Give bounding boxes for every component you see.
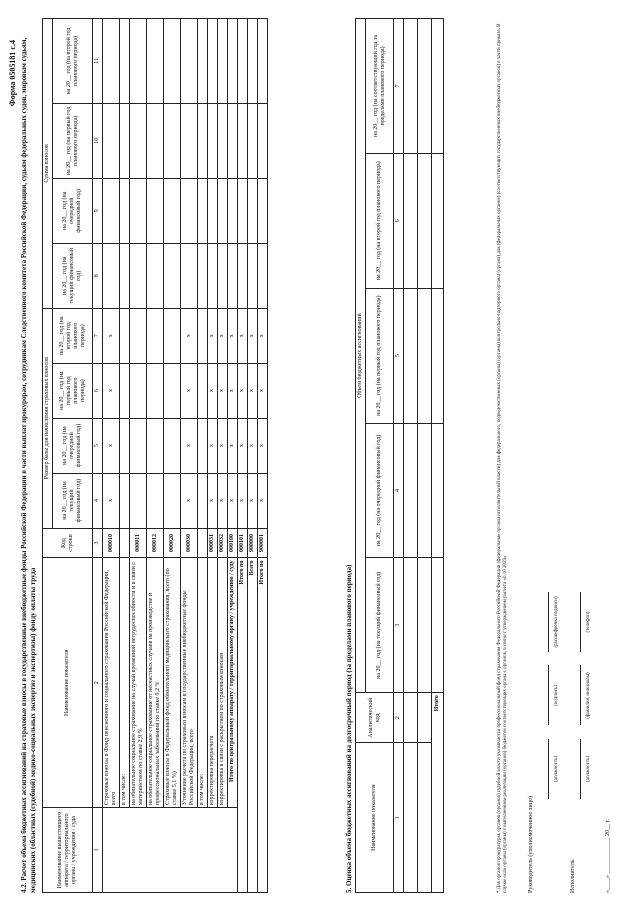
row-name: на обязательное социальное страхование на случай временной нетрудоспособности и в связи с материнством по ставке 2,9 % [130,558,147,808]
head-signature-captions [553,586,559,805]
cell-s3[interactable] [120,103,130,178]
cell-b3: x [258,363,268,418]
col-num: 3 [93,528,103,558]
contributions-table [42,18,268,893]
total-row [258,19,268,893]
cell-b4 [120,308,130,363]
row-code: 000020 [164,528,181,558]
t2-cell[interactable] [404,743,418,893]
cell-b1: x [181,473,198,528]
col-num: 2 [394,693,404,743]
total-label: Итого по [238,558,248,893]
col-num: 7 [93,308,103,363]
cell-s3[interactable] [208,103,218,178]
cap-signature: (подпись) [554,685,559,706]
cell-s3[interactable] [228,103,238,178]
row-name: Уточнение расчета по страховым взносам в государственные внебюджетные фонды Российской Федерации, всего [181,558,198,808]
cell-b2: x [218,418,228,473]
cell-s3[interactable] [181,103,198,178]
longterm-table [355,18,444,893]
executor-captions [585,586,591,805]
cell-s4[interactable] [147,19,164,104]
t2-cell[interactable] [404,558,418,693]
cell-s4[interactable] [120,19,130,104]
cell-s4[interactable] [228,19,238,104]
cell-s2[interactable] [258,178,268,243]
cell-s1[interactable] [238,243,248,308]
t2-cell[interactable] [432,558,444,693]
cell-b4: x [181,308,198,363]
row-name: Страховые взносы в Федеральный фонд обязательного медицинского страхования, всего (по ставке 5,1 %) [164,558,181,808]
cell-s3[interactable] [147,103,164,178]
col-num: 3 [394,558,404,693]
position-line[interactable] [548,739,549,799]
head-signature-lines [545,586,551,805]
total-label: Всего [248,558,258,893]
cell-s3[interactable] [130,103,147,178]
head-label: Руководитель (уполномоченное лицо) [528,796,534,893]
column-numbers-row [93,19,103,893]
cap-position: (должность) [586,755,591,783]
cell-b4[interactable] [147,308,164,363]
col-num: 5 [93,418,103,473]
cell-s4[interactable] [164,19,181,104]
cell-b3: x [208,363,218,418]
row-name: Итого по центральному аппарату / территориальному органу / учреждению / суду [228,558,238,808]
total-label: Итого по [258,558,268,893]
row-name: в том числе: [198,558,208,808]
cell-b1: x [103,473,120,528]
row-code [198,528,208,558]
t2-head-c1: Наименование показателя [356,743,394,893]
cell-b4: x [248,308,258,363]
cell-s2[interactable] [208,178,218,243]
t2-cell[interactable] [418,558,432,693]
cell-s2[interactable] [228,178,238,243]
col-num: 1 [93,808,103,893]
head-sum-group: Сумма взносов [43,19,53,309]
cell-s4[interactable] [208,19,218,104]
col-num: 11 [93,19,103,104]
cell-s4[interactable] [130,19,147,104]
cell-s2[interactable] [238,178,248,243]
row-name: корректировка в связи с раскрытием по страховым взносам [218,558,228,808]
cell-s2[interactable] [248,178,258,243]
executor-lines [577,586,583,805]
t2-total-label: Итого [432,693,444,893]
t2-column-numbers-row [394,19,404,893]
head-s2: на 20__ год (на очередной финансовый год) [53,178,93,243]
cell-s3[interactable] [258,103,268,178]
cell-s4[interactable] [248,19,258,104]
head-col3: Код строки [43,528,93,558]
head-b4: на 20__ год (на второй год планового периода) [53,308,93,363]
cell-s2[interactable] [103,178,120,243]
total-row [238,19,248,893]
cell-b2: x [228,418,238,473]
cell-b1: x [208,473,218,528]
head-base-group: Размер базы для начисления страховых взносов [43,308,53,528]
cell-b2: x [103,418,120,473]
col-num: 4 [93,473,103,528]
t2-head-y4: на 20__ год (на второй год планового периода) [366,153,394,288]
t2-cell[interactable] [432,423,444,558]
t2-head-group: Объем бюджетных ассигнований [356,19,366,693]
cell-b1 [120,473,130,528]
col-num: 2 [93,558,103,808]
t2-cell[interactable] [418,153,432,288]
head-s1: на 20__ год (на текущий финансовый год) [53,243,93,308]
footnote: * Для органов прокуратуры, органов (органов) судебной власти указываются профессиональный фонд страхования Федерального Российской Федерации (федеральные органы исполнительной власти) для федерального, подведомственных (органы) (органы) контрольно-надзорного органа) (органа) для (федеральных органов) (соответствующих государственных внебюджетных органов) в части приказа. В случае если органы (органы) с выполнением реализации (органов) бюджетов соответствующих органа с органов, в связи с утверждением расчета «0,10 2029» [497,23,508,893]
col-num: 1 [394,743,404,893]
executor-label: Исполнитель [570,859,576,893]
cell-s4[interactable] [198,19,208,104]
cap-phone: (телефон) [586,611,591,633]
row-code: 000030 [181,528,198,558]
cell-b2: x [208,418,218,473]
cell-s1[interactable] [228,243,238,308]
section5-heading: 5. Оценка объема бюджетных ассигнований на долгосрочный период (за пределами планового периода) [345,564,353,893]
row-code: 000031 [208,528,218,558]
t2-cell[interactable] [418,423,432,558]
cell-b3[interactable] [147,363,164,418]
t2-cell[interactable] [404,288,418,423]
cell-b1: x [218,473,228,528]
cell-s1[interactable] [218,243,228,308]
t2-head-c2: Аналитический код [356,693,394,743]
table-row [228,19,238,893]
cell-b3: x [181,363,198,418]
table-row [218,19,228,893]
row-name: Страховые взносы в Фонд пенсионного и социального страхования Российской Федерации, всего [103,558,120,808]
cell-s4[interactable] [238,19,248,104]
cell-b2 [120,418,130,473]
row-code: 000032 [218,528,228,558]
cell-b3: x [103,363,120,418]
t2-head-y1: на 20__ год (на текущий финансовый год) [366,558,394,693]
col-num: 9 [93,178,103,243]
cell-b2[interactable] [164,418,181,473]
executor-phone-line[interactable] [580,592,581,652]
table-row [120,19,130,893]
t2-cell[interactable] [418,288,432,423]
table-row [198,19,208,893]
cell-b4: x [218,308,228,363]
executor-position-line[interactable] [580,739,581,799]
cell-b2: x [248,418,258,473]
cell-b4: x [103,308,120,363]
cell-s2[interactable] [181,178,198,243]
t2-cell[interactable] [432,288,444,423]
cell-b1[interactable] [130,473,147,528]
cell-s3[interactable] [103,103,120,178]
cell-b4: x [238,308,248,363]
cell-s1[interactable] [208,243,218,308]
form-code: Форма 0505181 с.4 [8,40,17,107]
cell-b2[interactable] [130,418,147,473]
cap-position: (должность) [554,755,559,783]
decoding-line[interactable] [548,592,549,652]
col-num: 6 [394,153,404,288]
cell-b2 [198,418,208,473]
t2-cell[interactable] [432,19,444,154]
t2-cell[interactable] [404,153,418,288]
cap-decoding: (расшифровка подписи) [554,596,559,648]
cell-s4[interactable] [103,19,120,104]
cell-b3[interactable] [164,363,181,418]
cell-b3: x [248,363,258,418]
cell-b3: x [218,363,228,418]
t2-cell[interactable] [404,19,418,154]
row-code: 900001 [258,528,268,558]
table-row [130,19,147,893]
row-code: 900000 [248,528,258,558]
table-row [164,19,181,893]
cell-b3: x [238,363,248,418]
cell-s1[interactable] [164,243,181,308]
cell-s3[interactable] [198,103,208,178]
t2-data-row [404,19,418,893]
cell-b1: x [228,473,238,528]
col-num: 5 [394,288,404,423]
table-row [181,19,198,893]
row-code: 000100 [228,528,238,558]
cell-b2: x [258,418,268,473]
row-name: на обязательное социальное страхование от несчастных случаев на производстве и профессиональных заболеваний по ставке 0,2 % [147,558,164,808]
head-b1: на 20__ год (на текущий финансовый год) [53,473,93,528]
head-s3: на 20__ год (на первый год планового периода) [53,103,93,178]
t2-cell[interactable] [418,743,432,893]
cell-s1[interactable] [258,243,268,308]
table-row [103,19,120,893]
cell-b2: x [238,418,248,473]
t2-head-y5: на 20__ год (на соответствующий год за пределами планового периода) [366,19,394,154]
cell-s1[interactable] [198,243,208,308]
cell-b4: x [208,308,218,363]
row-code: 000012 [147,528,164,558]
cell-s3[interactable] [164,103,181,178]
cap-fio: (фамилия, инициалы) [586,672,591,719]
cell-s4[interactable] [218,19,228,104]
cell-b3 [198,363,208,418]
cell-s2[interactable] [130,178,147,243]
head-signature-block [528,796,534,893]
cell-b1: x [238,473,248,528]
total-row [248,19,258,893]
cell-s1[interactable] [130,243,147,308]
row-code: 000101 [238,528,248,558]
cell-s1[interactable] [248,243,258,308]
cell-b4: x [228,308,238,363]
t2-data-row [418,19,432,893]
cell-s2[interactable] [218,178,228,243]
t2-head-y2: на 20__ год (на очередной финансовый год) [366,423,394,558]
cell-s2[interactable] [147,178,164,243]
col-num: 6 [93,363,103,418]
t2-cell[interactable] [418,693,432,743]
cell-b1: x [248,473,258,528]
t2-cell[interactable] [404,693,418,743]
cell-b1[interactable] [164,473,181,528]
executor-fio-line[interactable] [580,666,581,726]
t2-cell[interactable] [404,423,418,558]
col-num: 8 [93,243,103,308]
table-row [208,19,218,893]
cell-s1[interactable] [120,243,130,308]
date-line[interactable]: «____» ____________ 20__ г. [605,819,611,893]
section-heading: 4.2. Расчет объема бюджетных ассигнований на страховые взносы в государственные внебюджетные фонды Российской Федерации в части выплат прокурорам, сотрудникам Следственного комитета Российской Федерации, судьям федеральных судов, мировым судьям, медицинских (областных (судебной) медико-социальных экспертиз и экспертизы) фонду оплаты труда [20,37,37,893]
t2-total-row [432,19,444,893]
col-num: 7 [394,19,404,154]
cell-b4: x [258,308,268,363]
cell-b1: x [258,473,268,528]
t2-head-y3: на 20__ год (на первый год планового периода) [366,288,394,423]
table-row [147,19,164,893]
row-code: 000011 [130,528,147,558]
head-b3: на 20__ год (на первый год планового периода) [53,363,93,418]
signature-line[interactable] [548,666,549,726]
cell-s3[interactable] [238,103,248,178]
head-b2: на 20__ год (на очередной финансовый год) [53,418,93,473]
cell-b1 [198,473,208,528]
cell-s2[interactable] [164,178,181,243]
cell-b3 [120,363,130,418]
col-num: 4 [394,423,404,558]
cell-b4[interactable] [164,308,181,363]
cell-s1[interactable] [147,243,164,308]
cell-s1[interactable] [181,243,198,308]
row-code: 000010 [103,528,120,558]
cell-b4 [198,308,208,363]
cell-s2[interactable] [198,178,208,243]
cell-b4[interactable] [130,308,147,363]
cell-b2: x [181,418,198,473]
cell-s3[interactable] [218,103,228,178]
org-cell[interactable] [103,808,238,893]
head-s4: на 20__ год (на второй год планового периода) [53,19,93,104]
cell-b1[interactable] [147,473,164,528]
cell-b3: x [228,363,238,418]
t2-cell[interactable] [432,153,444,288]
cell-s4[interactable] [181,19,198,104]
cell-b2[interactable] [147,418,164,473]
row-name: в том числе: [120,558,130,808]
cell-b3[interactable] [130,363,147,418]
cell-s4[interactable] [258,19,268,104]
head-col2: Наименование показателя [43,558,93,808]
cell-s1[interactable] [103,243,120,308]
col-num: 10 [93,103,103,178]
row-code [120,528,130,558]
cell-s3[interactable] [248,103,258,178]
head-col1: Наименование вышестоящего аппарата / территориального органа / учреждения / суда [43,808,93,893]
executor-block [570,859,576,893]
row-name: корректировка перерасчета [208,558,218,808]
t2-cell[interactable] [418,19,432,154]
cell-s2[interactable] [120,178,130,243]
